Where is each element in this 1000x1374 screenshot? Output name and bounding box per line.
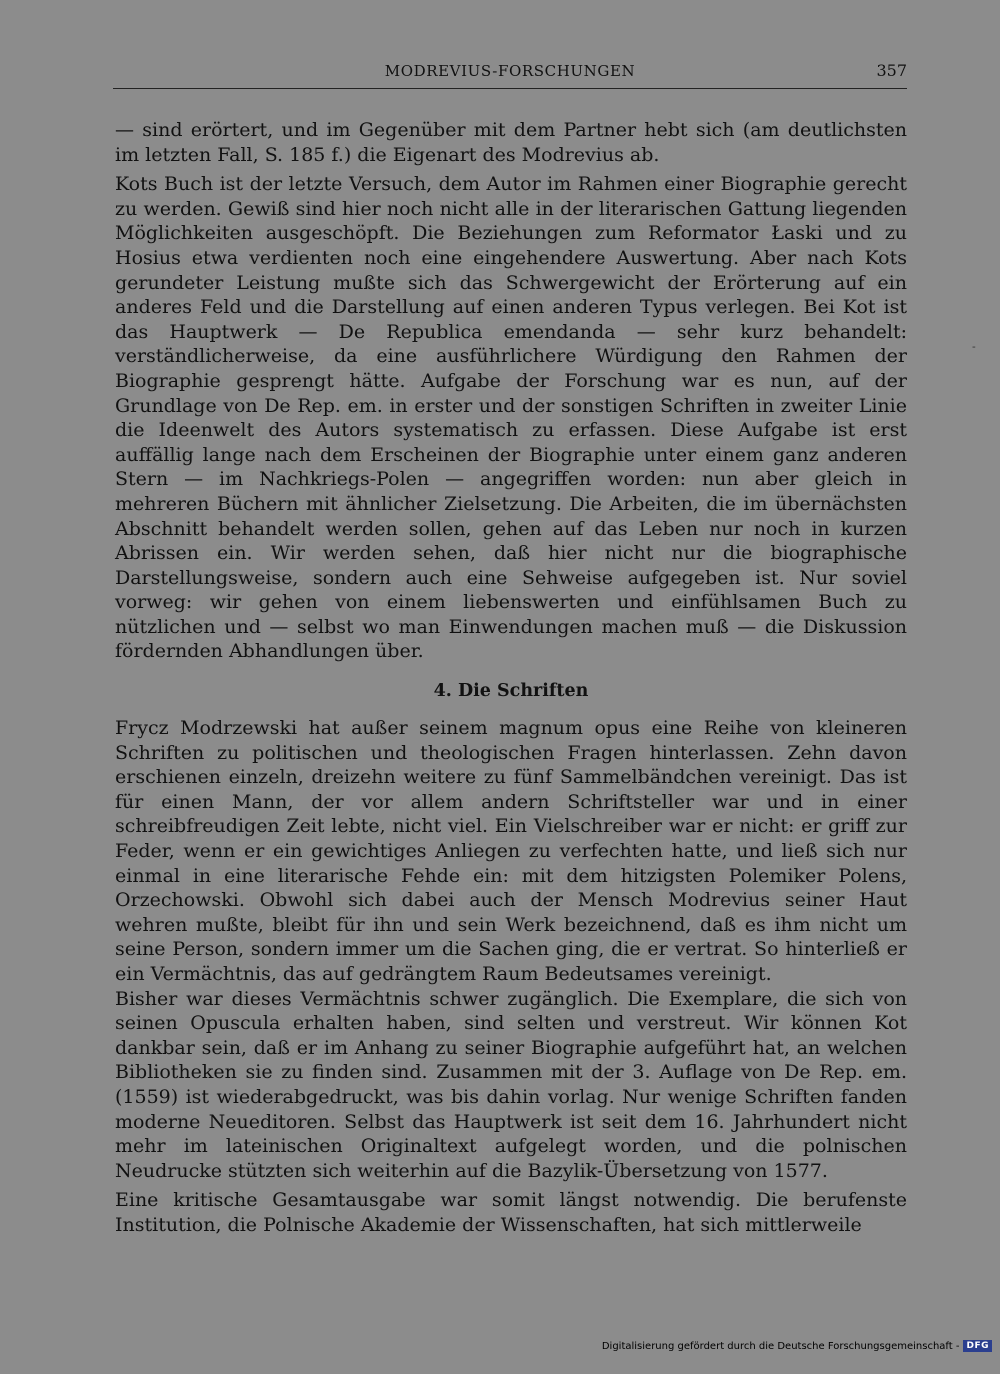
paragraph: Eine kritische Gesamtausgabe war somit längst notwendig. Die berufenste Institution, die Polnische Akademie der Wissenschaften, hat sich mittlerweile xyxy=(115,1189,907,1236)
page-number: 357 xyxy=(876,61,907,80)
running-title: MODREVIUS-FORSCHUNGEN xyxy=(384,62,636,80)
paragraph: Kots Buch ist der letzte Versuch, dem Autor im Rahmen einer Biographie gerecht zu werden. Gewiß sind hier noch nicht alle in der literarischen Gattung liegenden Möglichkeiten ausgeschöpft. Die Beziehungen zum Reformator Łaski und zu Hosius etwa verdienten noch eine eingehendere Auswertung. Aber nach Kots gerundeter Leistung mußte sich das Schwergewicht der Erörterung auf ein anderes Feld und die Darstellung auf einen anderen Typus verlegen. Bei Kot ist das Hauptwerk — De Republica emendanda — sehr kurz behandelt: verständlicherweise, da eine ausführlichere Würdigung den Rahmen der Biographie gesprengt hätte. Aufgabe der Forschung war es nun, auf der Grundlage von De Rep. em. in erster und der sonstigen Schriften in zweiter Linie die Ideenwelt des Autors systematisch zu erfassen. Diese Aufgabe ist erst auffällig lange nach dem Erscheinen der Biographie unter einem ganz anderen Stern — im Nachkriegs-Polen — angegriffen worden: nun aber gleich in mehreren Büchern mit ähnlicher Zielsetzung. Die Arbeiten, die im übernächsten Abschnitt behandelt werden sollen, gehen auf das Leben nur noch in kurzen Abrissen ein. Wir werden sehen, daß hier nicht nur die biographische Darstellungsweise, sondern auch eine Sehweise aufgegeben ist. Nur soviel vorweg: wir gehen von einem liebenswerten und einfühlsamen Buch zu nützlichen und — selbst wo man Einwendungen machen muß — die Diskussion fördernden Abhandlungen über. xyxy=(115,173,907,663)
paragraph: — sind erörtert, und im Gegenüber mit dem Partner hebt sich (am deutlichsten im letzten Fall, S. 185 f.) die Eigenart des Modrevius ab. xyxy=(115,119,907,166)
digitization-footer xyxy=(602,1340,992,1352)
footer-text: Digitalisierung gefördert durch die Deutsche Forschungsgemeinschaft - xyxy=(601,1340,960,1352)
margin-mark: - xyxy=(972,340,976,353)
paragraph: Frycz Modrzewski hat außer seinem magnum opus eine Reihe von kleineren Schriften zu politischen und theologischen Fragen hinterlassen. Zehn davon erschienen einzeln, dreizehn weitere zu fünf Sammelbändchen vereinigt. Das ist für einen Mann, der vor allem andern Schriftsteller war und in einer schreibfreudigen Zeit lebte, nicht viel. Ein Vielschreiber war er nicht: er griff zur Feder, wenn er ein gewichtiges Anliegen zu verfechten hatte, und ließ sich nur einmal in eine literarische Fehde ein: mit dem hitzigsten Polemiker Polens, Orzechowski. Obwohl sich dabei auch der Mensch Modrevius seiner Haut wehren mußte, bleibt für ihn und sein Werk bezeichnend, daß es ihm nicht um seine Person, sondern immer um die Sachen ging, die er vertrat. So hinterließ er ein Vermächtnis, das auf gedrängtem Raum Bedeutsames vereinigt. xyxy=(115,717,907,985)
section-heading: 4. Die Schriften xyxy=(433,681,589,702)
paragraph: Bisher war dieses Vermächtnis schwer zugänglich. Die Exemplare, die sich von seinen Opuscula erhalten haben, sind selten und verstreut. Wir können Kot dankbar sein, daß er im Anhang zu seiner Biographie aufgeführt hat, an welchen Bibliotheken sie zu finden sind. Zusammen mit der 3. Auflage von De Rep. em. (1559) ist wiederabgedruckt, was bis dahin vorlag. Nur wenige Schriften fanden moderne Neueditoren. Selbst das Hauptwerk ist seit dem 16. Jahrhundert nicht mehr im lateinischen Originaltext aufgelegt worden, und die polnischen Neudrucke stützten sich weiterhin auf die Bazylik-Übersetzung von 1577. xyxy=(115,987,907,1182)
page-body xyxy=(115,118,907,1243)
running-header xyxy=(113,62,907,86)
header-rule xyxy=(113,88,907,89)
dfg-logo-icon: DFG xyxy=(963,1340,992,1352)
